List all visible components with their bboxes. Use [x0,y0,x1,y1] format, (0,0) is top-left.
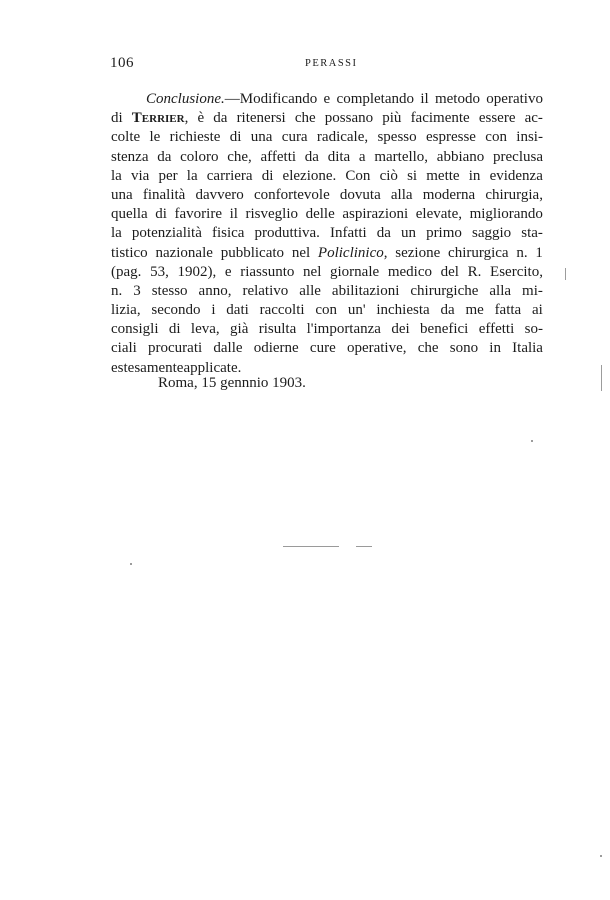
word: colte [111,129,141,146]
text-line [111,301,543,320]
word: alla [489,282,512,299]
word: affetti [260,148,297,165]
word: effetti [478,321,515,338]
word: Policlinico, [317,244,388,261]
text-line [111,128,543,147]
word: inchiesta [376,302,430,319]
word: dita [327,148,351,165]
word: applicate. [183,359,242,376]
word: 1 [535,244,543,261]
word: da [304,148,319,165]
word: che, [227,148,252,165]
text-line [111,90,543,109]
word: dovuta [339,186,381,203]
word: con [315,302,338,319]
word: favorire [174,206,222,223]
word: di [168,321,181,338]
word: Infatti [330,225,367,242]
text-line [111,224,543,243]
word: e [323,91,331,107]
word: in [468,167,481,184]
word: già [230,321,249,338]
word: la [186,167,198,184]
word: operative, [346,340,407,357]
word: procurati [148,340,203,357]
page-number: 106 [110,55,134,71]
word: completando [336,91,415,107]
word: lizia, [111,302,141,319]
word: fisica [211,225,245,242]
word: aspirazioni [342,206,409,223]
word: un [400,225,416,242]
word: in [489,340,501,357]
word: n. [516,244,528,261]
word: 1902), [177,263,217,280]
text-line [111,186,543,205]
word: Terrier, [131,110,189,127]
word: di [111,110,123,127]
word: l'importanza [306,321,381,338]
word: secondo [151,302,201,319]
running-head: PERASSI [305,58,358,69]
word: abbiano [436,148,485,165]
body-paragraph [111,90,543,378]
scan-speck [565,268,566,280]
word: richieste [169,129,221,146]
word: alla [390,186,413,203]
word: una [111,186,133,203]
word: dati [226,302,249,319]
word: il [229,206,238,223]
word: potenzialità [131,225,202,242]
word: ritenersi [236,110,286,127]
word: nel [303,263,322,280]
word: insi- [516,129,543,146]
word: ciali [111,340,137,357]
word: Esercito, [490,263,543,280]
word: anno, [198,282,232,299]
text-line [111,205,543,224]
word: radicale, [316,129,369,146]
word: fatta [494,302,522,319]
word: la [111,225,122,242]
word: dei [391,321,410,338]
word: carriera [206,167,253,184]
word: facimente [410,110,470,127]
word: via [130,167,150,184]
word: del [440,263,459,280]
word: stenza [111,148,149,165]
scan-speck [531,440,533,442]
word: cura [281,129,308,146]
word: da [376,225,391,242]
word: si [407,167,418,184]
word: sono [449,340,479,357]
word: martello, [374,148,429,165]
word: chirurgia, [485,186,543,203]
word: spesso [377,129,417,146]
word: che [417,340,439,357]
word: giornale [330,263,380,280]
scan-speck [130,563,132,565]
word: evidenza [489,167,543,184]
date-line: Roma, 15 gennnio 1903. [158,375,306,391]
word: elezione. [282,167,337,184]
word: nel [291,244,311,261]
word: Italia [512,340,543,357]
word: i [211,302,216,319]
word: odierne [253,340,299,357]
word: di [261,167,274,184]
word: Con [345,167,371,184]
word: tistico [111,244,148,261]
word: riassunto [240,263,295,280]
word: confortevole [253,186,330,203]
word: migliorando [469,206,543,223]
word: medico [387,263,432,280]
word: me [465,302,484,319]
word: abilitazioni [331,282,400,299]
word: la [111,167,122,184]
word: operativo [486,91,543,107]
word: alle [299,282,321,299]
word: da [213,110,228,127]
word: delle [305,206,335,223]
word: di [155,206,167,223]
word: davvero [195,186,244,203]
word: pubblicato [220,244,285,261]
word: un' [347,302,366,319]
word: il [420,91,429,107]
word: quella [111,206,148,223]
word: che [294,110,316,127]
text-line [111,109,543,128]
text-line [111,339,543,358]
text-line [111,282,543,301]
word: 53, [150,263,169,280]
scan-speck [600,855,602,857]
word: primo [426,225,462,242]
word: benefici [420,321,469,338]
word: da [440,302,455,319]
word: raccolti [259,302,305,319]
word: mette [426,167,460,184]
word: chirurgiche [410,282,479,299]
text-line [111,320,543,339]
word: essere [478,110,516,127]
word: ai [532,302,543,319]
word: R. [467,263,482,280]
word: stesso [151,282,188,299]
word: per [158,167,178,184]
word: produttiva. [254,225,320,242]
word: sta- [521,225,543,242]
word: moderna [422,186,476,203]
word: mi- [522,282,543,299]
text-line [111,148,543,167]
word: ac- [524,110,543,127]
word: sezione [395,244,441,261]
word: cure [309,340,336,357]
separator-rule-short [356,546,372,547]
word: con [485,129,507,146]
word: n. [111,282,123,299]
word: ciò [379,167,398,184]
word: è [197,110,205,127]
word: chirurgica [448,244,509,261]
word: possano [324,110,374,127]
text-line [111,167,543,186]
word: finalità [142,186,186,203]
scan-speck [601,365,602,391]
word: da [157,148,172,165]
text-line [111,244,543,263]
word: nazionale [155,244,213,261]
word: dalle [213,340,243,357]
word: coloro [180,148,219,165]
word: relativo [242,282,289,299]
word: a [358,148,366,165]
word: leva, [190,321,220,338]
word: espresse [425,129,476,146]
word: preclusa [493,148,543,165]
word: e [224,263,232,280]
word: consigli [111,321,159,338]
word: più [382,110,402,127]
word: so- [524,321,543,338]
word: di [229,129,242,146]
text-line [111,263,543,282]
separator-rule [283,546,339,547]
word: elevate, [415,206,462,223]
word: le [149,129,161,146]
word: una [250,129,273,146]
word: (pag. [111,263,142,280]
word: saggio [471,225,512,242]
word: metodo [434,91,480,107]
word: 3 [133,282,141,299]
word: risulta [258,321,297,338]
word: Conclusione.—Modificando [146,91,318,107]
word: risveglio [245,206,299,223]
word: estesamente [111,359,184,376]
